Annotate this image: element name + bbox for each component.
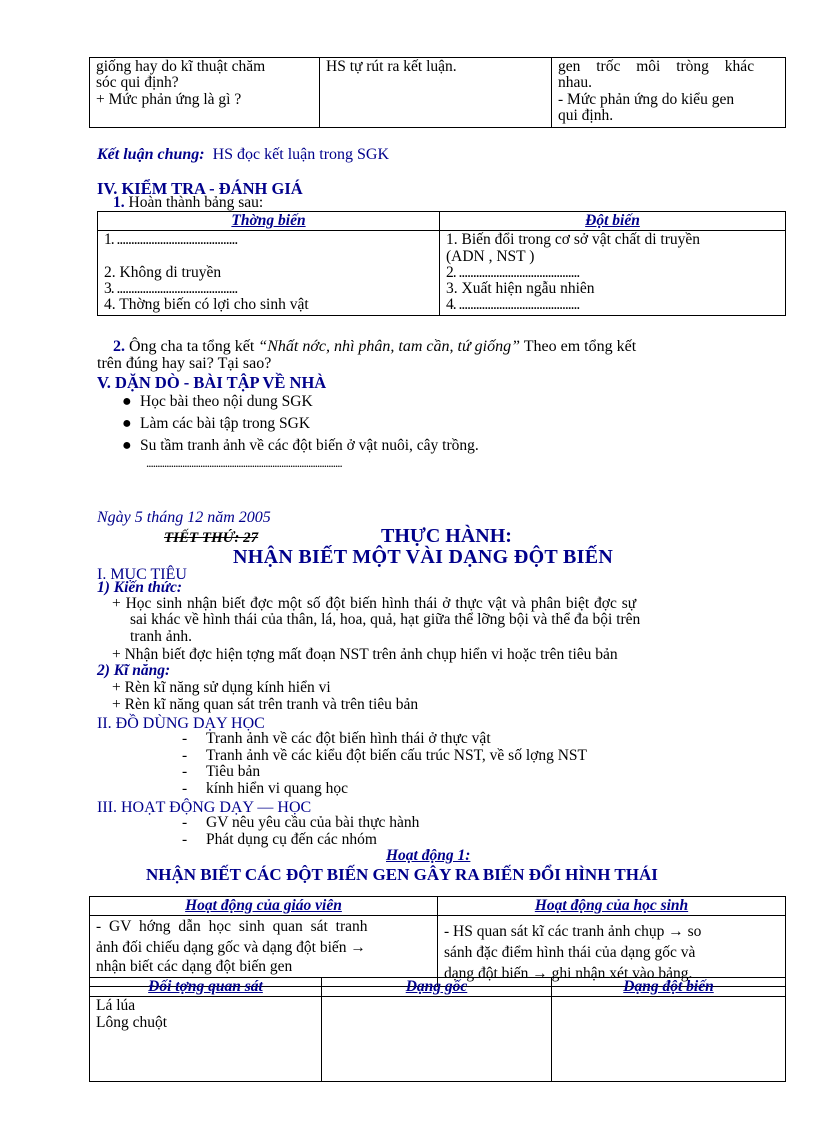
text-line: - Mức phản ứng do kiểu gen (558, 90, 735, 108)
conclusion (97, 147, 389, 164)
compare-table (97, 211, 786, 316)
text-line: qui định. (558, 106, 614, 124)
question-number: 2. (113, 338, 125, 355)
conclusion-text: HS đọc kết luận trong SGK (212, 146, 390, 163)
lesson-subtitle: NHẬN BIẾT MỘT VÀI DẠNG ĐỘT BIẾN (233, 546, 614, 568)
text-line: ảnh đối chiếu dạng gốc và dạng đột biến → (96, 939, 366, 957)
sub-number: 1. (113, 194, 125, 211)
top-cell-3 (552, 58, 786, 128)
skill-2: + Rèn kĩ năng quan sát trên tranh và trên tiêu bản (112, 696, 419, 713)
lesson-title: THỰC HÀNH: (381, 525, 512, 547)
lesson-period: TIẾT THỨ: 27 (164, 530, 259, 546)
equipment-list (182, 731, 587, 797)
header-student: Hoạt động của học sinh (438, 897, 786, 916)
list-item-text: Học bài theo nội dung SGK (140, 393, 313, 410)
list-item: - Tranh ảnh về các kiểu đột biến cấu trúc NST, về số lợng NST (182, 746, 587, 764)
header-teacher: Hoạt động của giáo viên (90, 897, 438, 916)
list-item: ● Su tầm tranh ảnh về các đột biến ở vật nuôi, cây trồng. (122, 437, 479, 454)
text-line: giống hay do kĩ thuật chăm (96, 58, 266, 75)
conclusion-label: Kết luận chung: (97, 146, 205, 163)
list-item: ● Học bài theo nội dung SGK (122, 393, 313, 410)
text-line: 4. .......................................... (446, 296, 580, 314)
activity-1-title: NHẬN BIẾT CÁC ĐỘT BIẾN GEN GÂY RA BIẾN ĐỔI HÌNH THÁI (146, 865, 658, 884)
left-cell (98, 231, 440, 315)
top-cell-1 (90, 58, 320, 128)
question-line2: trên đúng hay sai? Tại sao? (97, 355, 272, 372)
skill-1: + Rèn kĩ năng sử dụng kính hiển vi (112, 679, 331, 696)
text-line: nhau. (558, 74, 593, 92)
text-line: nhận biết các dạng đột biến gen (96, 958, 293, 976)
subject-cell (90, 997, 322, 1082)
list-item: - Tiêu bản (182, 763, 261, 780)
header-dot-bien: Đột biến (440, 212, 786, 231)
text-line: gen trốc môi tròng khác (558, 58, 755, 75)
sub-text: Hoàn thành bảng sau: (128, 194, 264, 211)
list-item-text: Su tầm tranh ảnh về các đột biến ở vật nuôi, cây trồng. (140, 437, 479, 454)
list-item-text: kính hiển vi quang học (206, 779, 349, 797)
original-cell (322, 997, 552, 1082)
sub-instruction (113, 195, 263, 211)
question-rest: Theo em tổng kết (523, 338, 637, 355)
text-line: HS tự rút ra kết luận. (326, 58, 457, 75)
question-text: Ông cha ta tổng kết (129, 338, 255, 355)
lesson-date: Ngày 5 tháng 12 năm 2005 (97, 509, 271, 526)
equipment-heading: II. ĐỒ DÙNG DẠY HỌC (97, 715, 265, 732)
student-cell (438, 916, 786, 987)
section-heading: IV. KIỂM TRA - ĐÁNH GIÁ (97, 179, 303, 198)
knowledge-1 (112, 596, 777, 645)
text-line: sai khác về hình thái của thân, lá, hoa, quả, hạt giữa thể lỡng bội và thể đa bội trên (130, 611, 641, 629)
text-line: 2. Không di truyền (104, 263, 222, 281)
right-cell (440, 231, 786, 315)
teacher-cell (90, 916, 438, 987)
knowledge-heading: 1) Kiến thức: (97, 579, 183, 596)
table-row: Lông chuột (96, 1013, 168, 1031)
observation-table (89, 977, 786, 1082)
header-thuong-bien: Thờng biến (98, 212, 440, 231)
list-item-text: Tranh ảnh về các đột biến hình thái ở thực vật (206, 730, 491, 747)
list-item: - Phát dụng cụ đến các nhóm (182, 831, 377, 848)
list-item-text: Phát dụng cụ đến các nhóm (206, 831, 377, 848)
list-item-text: Tranh ảnh về các kiểu đột biến cấu trúc NST, về số lợng NST (206, 746, 587, 764)
text-line: 2. .......................................... (446, 263, 580, 281)
header-mutant: Dạng đột biến (552, 978, 786, 997)
activity-table (89, 896, 786, 987)
question-2 (113, 339, 636, 356)
text-line: tranh ảnh. (130, 627, 192, 645)
text-line: (ADN , NST ) (446, 247, 535, 265)
text-line: 3. Xuất hiện ngẫu nhiên (446, 280, 595, 298)
homework-list (122, 394, 479, 470)
text-line: - GV hớng dẫn học sinh quan sát tranh (96, 918, 368, 936)
text-line: 4. Thờng biến có lợi cho sinh vật (104, 296, 309, 314)
skills-heading: 2) Kĩ năng: (97, 662, 171, 679)
knowledge-2: + Nhận biết đợc hiện tợng mất đoạn NST trên ảnh chụp hiển vi hoặc trên tiêu bản (112, 646, 618, 663)
activity-1-label: Hoạt động 1: (386, 847, 471, 864)
list-item: - kính hiển vi quang học (182, 779, 349, 797)
text-line: dạng đột biến → ghi nhận xét vào bảng. (444, 965, 693, 983)
section-heading: V. DẶN DÒ - BÀI TẬP VỀ NHÀ (97, 373, 327, 392)
dotted-line: ....................................................................................... (146, 455, 342, 470)
text-line: 3. .......................................... (104, 279, 238, 297)
objectives-heading: I. MỤC TIÊU (97, 566, 187, 583)
header-subject: Đối tợng quan sát (90, 978, 322, 997)
mutant-cell (552, 997, 786, 1082)
top-table (89, 57, 786, 128)
list-item: - Tranh ảnh về các đột biến hình thái ở thực vật (182, 730, 491, 747)
text-line: - HS quan sát kĩ các tranh ảnh chụp → so (444, 923, 702, 941)
text-line: + Mức phản ứng là gì ? (96, 90, 242, 108)
table-row: Lá lúa (96, 997, 136, 1015)
list-item: - GV nêu yêu cầu của bài thực hành (182, 814, 420, 831)
text-line: + Học sinh nhận biết đợc một số đột biến hình thái ở thực vật và phân biệt đợc sự (112, 595, 637, 612)
text-line: 1. Biến đổi trong cơ sở vật chất di truyền (446, 231, 701, 249)
list-item: ● Làm các bài tập trong SGK (122, 415, 311, 432)
activities-list (182, 815, 419, 849)
list-item-text: Làm các bài tập trong SGK (140, 415, 311, 432)
list-item-text: GV nêu yêu cầu của bài thực hành (206, 814, 420, 831)
question-quote: “Nhất nớc, nhì phân, tam cần, tứ giống” (258, 338, 521, 355)
text-line: 1. .......................................... (104, 231, 238, 249)
text-line: sánh đặc điểm hình thái của dạng gốc và (444, 944, 696, 962)
activities-heading: III. HOẠT ĐỘNG DẠY — HỌC (97, 799, 312, 816)
text-line: sóc qui định? (96, 74, 179, 92)
top-cell-2 (320, 58, 552, 128)
list-item-text: Tiêu bản (206, 763, 261, 780)
header-original: Dạng gốc (322, 978, 552, 997)
